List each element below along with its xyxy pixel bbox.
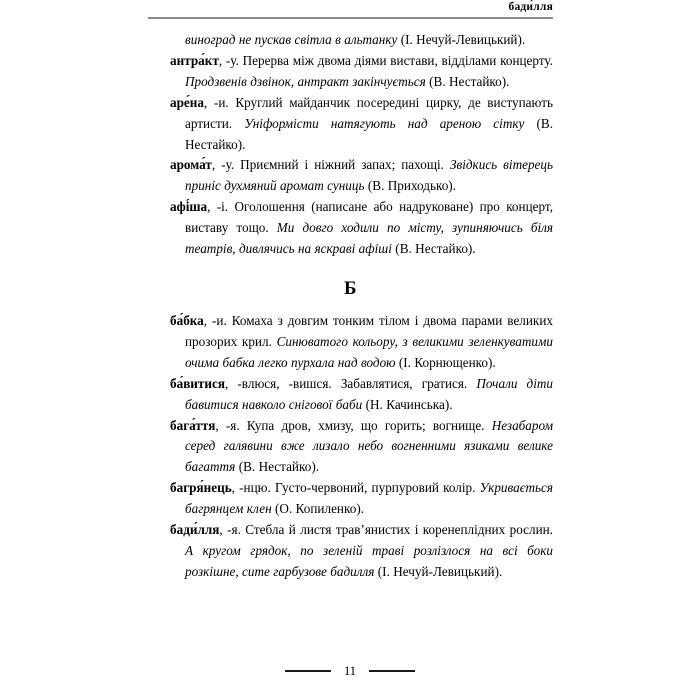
footer-rule-right [369, 670, 415, 672]
headword: ба́бка [170, 312, 204, 328]
example: Укривається багрянцем клен [185, 480, 553, 517]
page-number: 11 [343, 664, 357, 678]
footer-rule-left [285, 670, 331, 672]
headword: афі́ша [170, 199, 208, 215]
example: Почали діти бавитися навколо снігової баби [185, 375, 553, 412]
grammar-note: , -і. [207, 199, 235, 215]
entry-bahrianets [148, 478, 553, 520]
source: (Н. Качинська). [362, 396, 453, 412]
entry-badyllia [148, 520, 553, 583]
section-b-entries [148, 311, 553, 583]
grammar-note: , -влюся, -вишся. [224, 375, 341, 391]
source: (І. Корнющенко). [395, 354, 496, 370]
example: Ми довго ходили по місту, зупиняючись біля театрів, дивлячись на яскраві афіші [185, 220, 553, 257]
example: Продзвенів дзвінок, антракт закінчується [185, 73, 426, 89]
headword: антра́кт [170, 52, 219, 68]
definition: Оголошення (написане або надруковане) про концерт, виставу тощо. [185, 199, 553, 236]
definition: Комаха з довгим тонким тілом і двома парами великих прозорих крил. [185, 312, 553, 349]
source: (В. Нестайко). [425, 73, 510, 89]
source: (В. Нестайко). [235, 459, 320, 475]
text-column [148, 30, 553, 583]
source: (В. Нестайко). [391, 241, 476, 257]
definition: Густо-червоний, пурпуровий колір. [274, 480, 480, 496]
headword: бади́лля [170, 522, 220, 538]
source: (В. Нестайко). [185, 115, 553, 152]
definition: Стебла й листя трав’янистих і коренеплідних рослин. [245, 522, 553, 538]
definition: Забавлятися, гратися. [340, 375, 477, 391]
definition: Перерва між двома діями вистави, відділами концерту. [242, 52, 553, 68]
entry-babka [148, 311, 553, 374]
entry-bavytysia [148, 374, 553, 416]
continued-entry [148, 30, 553, 51]
definition: Приємний і ніжний запах; пахощі. [240, 157, 450, 173]
definition: Круглий майданчик посередині цирку, де виступають артисти. [185, 94, 553, 131]
letter-divider-b: Б [343, 277, 358, 299]
entry-aromat [148, 155, 553, 197]
headword: арома́т [170, 157, 212, 173]
entry-antrakt [148, 51, 553, 93]
grammar-note: , -и. [203, 312, 232, 328]
header-rule [148, 17, 553, 19]
grammar-note: , -у. [211, 157, 241, 173]
page-footer [0, 664, 700, 678]
continued-entry-source: (І. Нечуй-Левицький). [397, 32, 526, 47]
grammar-note: , -я. [215, 417, 247, 433]
headword: аре́на [170, 94, 204, 110]
grammar-note: , -нцю. [231, 480, 275, 496]
running-head: бади́лля [508, 1, 553, 13]
entry-bahattia [148, 416, 553, 479]
grammar-note: , -у. [218, 52, 243, 68]
continued-entry-example: виноград не пускав світла в альтанку [185, 32, 398, 47]
definition: Купа дров, хмизу, що горить; вогнище. [246, 417, 492, 433]
source: (В. Приходько). [364, 178, 457, 194]
example: Синюватого кольору, з великими зеленкуватими очима бабка легко пурхала над водою [185, 333, 553, 370]
example: Звідкись вітерець приніс духмяний аромат суниць [185, 157, 553, 194]
headword: бага́ття [170, 417, 216, 433]
source: (І. Нечуй-Левицький). [374, 563, 503, 579]
section-a-entries [148, 51, 553, 260]
example: Уніформісти натягують над ареною сітку [244, 115, 525, 131]
grammar-note: , -и. [203, 94, 236, 110]
source: (О. Копиленко). [271, 501, 365, 517]
grammar-note: , -я. [219, 522, 246, 538]
example: Незабаром серед галявини вже лизало небо вогненними язиками велике багаття [185, 417, 553, 475]
headword: ба́витися [170, 375, 225, 391]
entry-arena [148, 93, 553, 156]
headword: багря́нець [170, 480, 232, 496]
entry-afisha [148, 197, 553, 260]
example: А кругом грядок, по зеленій траві розлізлося на всі боки розкішне, сите гарбузове бадилля [185, 542, 553, 579]
